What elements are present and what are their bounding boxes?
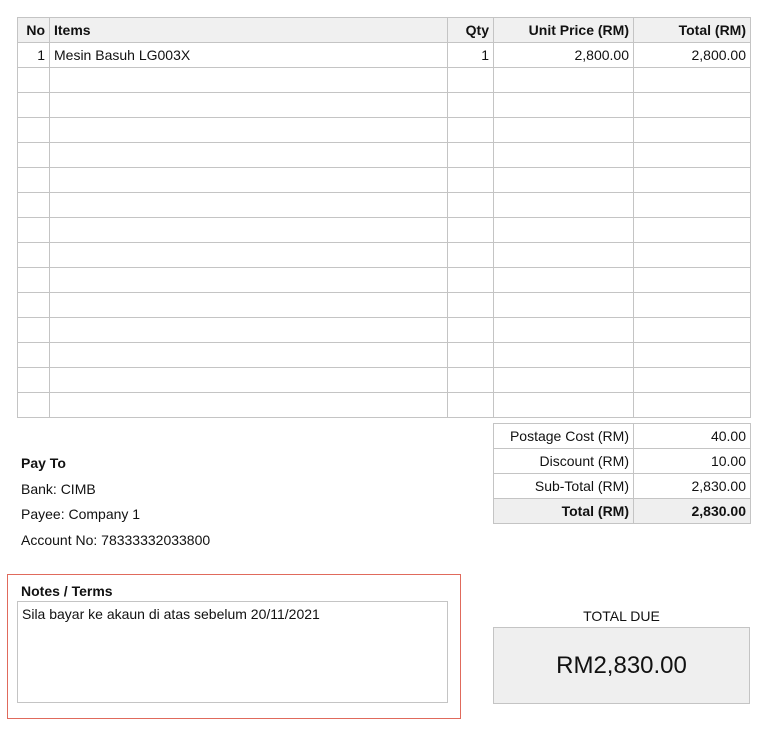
- pay-to-section: [21, 451, 321, 553]
- row-total-empty[interactable]: [634, 218, 751, 243]
- row-unit-price-empty[interactable]: [494, 393, 634, 418]
- row-unit-price-empty[interactable]: [494, 318, 634, 343]
- row-no-empty[interactable]: [18, 118, 50, 143]
- row-no-empty[interactable]: [18, 393, 50, 418]
- row-no-empty[interactable]: [18, 243, 50, 268]
- table-row-empty[interactable]: [18, 343, 751, 368]
- notes-textarea[interactable]: Sila bayar ke akaun di atas sebelum 20/11/2021: [17, 601, 448, 703]
- subtotal-row: [494, 474, 751, 499]
- row-item-empty[interactable]: [50, 243, 448, 268]
- table-row-empty[interactable]: [18, 143, 751, 168]
- table-row-empty[interactable]: [18, 218, 751, 243]
- row-qty-empty[interactable]: [448, 118, 494, 143]
- row-unit-price-empty[interactable]: [494, 343, 634, 368]
- row-unit-price-empty[interactable]: [494, 218, 634, 243]
- row-total-empty[interactable]: [634, 268, 751, 293]
- total-due-label: TOTAL DUE: [583, 608, 660, 624]
- row-no-empty[interactable]: [18, 293, 50, 318]
- row-no-empty[interactable]: [18, 218, 50, 243]
- table-row-empty[interactable]: [18, 168, 751, 193]
- row-unit-price-empty[interactable]: [494, 243, 634, 268]
- subtotal-label: Sub-Total (RM): [494, 474, 634, 499]
- row-item-empty[interactable]: [50, 168, 448, 193]
- table-row-empty[interactable]: [18, 193, 751, 218]
- account-number: Account No: 78333332033800: [21, 531, 211, 548]
- row-unit-price-empty[interactable]: [494, 368, 634, 393]
- table-row[interactable]: [18, 43, 751, 68]
- row-total[interactable]: 2,800.00: [634, 43, 751, 68]
- row-item-empty[interactable]: [50, 268, 448, 293]
- table-row-empty[interactable]: [18, 118, 751, 143]
- row-no-empty[interactable]: [18, 368, 50, 393]
- total-due-amount: RM2,830.00: [493, 627, 750, 704]
- row-total-empty[interactable]: [634, 118, 751, 143]
- row-item[interactable]: Mesin Basuh LG003X: [50, 43, 448, 68]
- row-unit-price-empty[interactable]: [494, 193, 634, 218]
- row-total-empty[interactable]: [634, 393, 751, 418]
- row-item-empty[interactable]: [50, 218, 448, 243]
- row-total-empty[interactable]: [634, 93, 751, 118]
- row-qty-empty[interactable]: [448, 243, 494, 268]
- table-row-empty[interactable]: [18, 318, 751, 343]
- row-total-empty[interactable]: [634, 168, 751, 193]
- row-no-empty[interactable]: [18, 143, 50, 168]
- discount-label: Discount (RM): [494, 449, 634, 474]
- postage-label: Postage Cost (RM): [494, 424, 634, 449]
- header-items: Items: [50, 18, 448, 43]
- row-qty-empty[interactable]: [448, 343, 494, 368]
- row-unit-price-empty[interactable]: [494, 268, 634, 293]
- header-unit-price: Unit Price (RM): [494, 18, 634, 43]
- table-row-empty[interactable]: [18, 368, 751, 393]
- row-total-empty[interactable]: [634, 293, 751, 318]
- table-header-row: [18, 18, 751, 43]
- row-item-empty[interactable]: [50, 118, 448, 143]
- subtotal-value: 2,830.00: [634, 474, 751, 499]
- table-row-empty[interactable]: [18, 93, 751, 118]
- row-item-empty[interactable]: [50, 393, 448, 418]
- row-qty-empty[interactable]: [448, 68, 494, 93]
- row-no-empty[interactable]: [18, 93, 50, 118]
- row-no-empty[interactable]: [18, 168, 50, 193]
- row-qty-empty[interactable]: [448, 93, 494, 118]
- row-total-empty[interactable]: [634, 193, 751, 218]
- notes-title: Notes / Terms: [21, 583, 113, 599]
- row-item-empty[interactable]: [50, 343, 448, 368]
- row-no[interactable]: 1: [18, 43, 50, 68]
- row-total-empty[interactable]: [634, 243, 751, 268]
- header-qty: Qty: [448, 18, 494, 43]
- postage-row: [494, 424, 751, 449]
- row-qty-empty[interactable]: [448, 293, 494, 318]
- total-value: 2,830.00: [634, 499, 751, 524]
- row-item-empty[interactable]: [50, 93, 448, 118]
- row-no-empty[interactable]: [18, 68, 50, 93]
- row-qty-empty[interactable]: [448, 318, 494, 343]
- row-no-empty[interactable]: [18, 193, 50, 218]
- row-qty-empty[interactable]: [448, 218, 494, 243]
- row-total-empty[interactable]: [634, 68, 751, 93]
- row-qty-empty[interactable]: [448, 168, 494, 193]
- table-row-empty[interactable]: [18, 393, 751, 418]
- discount-row: [494, 449, 751, 474]
- header-total: Total (RM): [634, 18, 751, 43]
- row-item-empty[interactable]: [50, 368, 448, 393]
- row-item-empty[interactable]: [50, 293, 448, 318]
- table-row-empty[interactable]: [18, 243, 751, 268]
- postage-value[interactable]: 40.00: [634, 424, 751, 449]
- bank-name: Bank: CIMB: [21, 480, 96, 497]
- pay-to-heading: Pay To: [21, 455, 66, 471]
- total-label: Total (RM): [494, 499, 634, 524]
- table-row-empty[interactable]: [18, 68, 751, 93]
- discount-value[interactable]: 10.00: [634, 449, 751, 474]
- row-item-empty[interactable]: [50, 318, 448, 343]
- payee-name: Payee: Company 1: [21, 506, 141, 522]
- row-qty-empty[interactable]: [448, 393, 494, 418]
- row-total-empty[interactable]: [634, 368, 751, 393]
- row-unit-price-empty[interactable]: [494, 143, 634, 168]
- row-total-empty[interactable]: [634, 343, 751, 368]
- row-unit-price-empty[interactable]: [494, 118, 634, 143]
- row-total-empty[interactable]: [634, 318, 751, 343]
- row-no-empty[interactable]: [18, 318, 50, 343]
- row-unit-price-empty[interactable]: [494, 293, 634, 318]
- row-qty[interactable]: 1: [448, 43, 494, 68]
- row-unit-price-empty[interactable]: [494, 68, 634, 93]
- row-no-empty[interactable]: [18, 343, 50, 368]
- row-item-empty[interactable]: [50, 143, 448, 168]
- row-no-empty[interactable]: [18, 268, 50, 293]
- row-unit-price-empty[interactable]: [494, 93, 634, 118]
- row-qty-empty[interactable]: [448, 193, 494, 218]
- row-item-empty[interactable]: [50, 68, 448, 93]
- row-qty-empty[interactable]: [448, 368, 494, 393]
- row-qty-empty[interactable]: [448, 268, 494, 293]
- header-no: No: [18, 18, 50, 43]
- table-row-empty[interactable]: [18, 293, 751, 318]
- row-total-empty[interactable]: [634, 143, 751, 168]
- total-row: [494, 499, 751, 524]
- row-item-empty[interactable]: [50, 193, 448, 218]
- row-unit-price[interactable]: 2,800.00: [494, 43, 634, 68]
- row-qty-empty[interactable]: [448, 143, 494, 168]
- items-table: [17, 17, 751, 418]
- table-row-empty[interactable]: [18, 268, 751, 293]
- row-unit-price-empty[interactable]: [494, 168, 634, 193]
- summary-table: [493, 423, 751, 524]
